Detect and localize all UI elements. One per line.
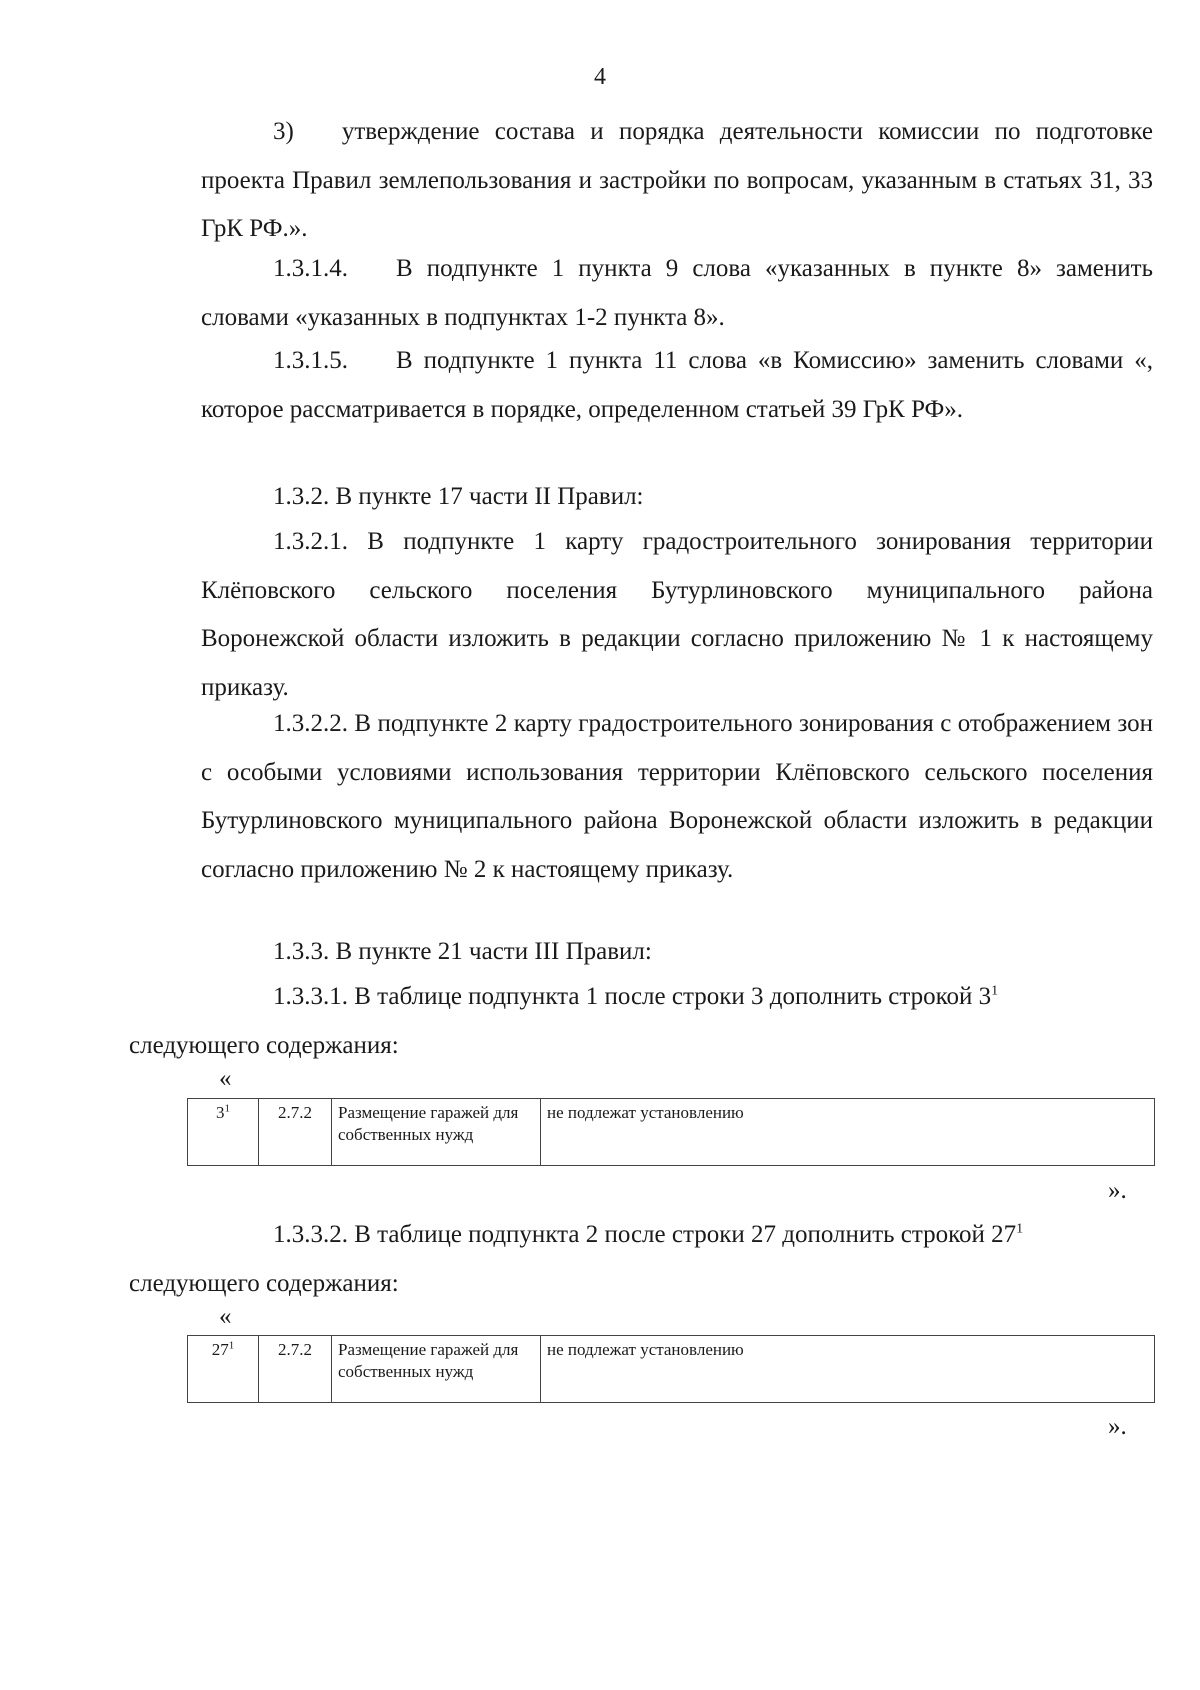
paragraph-1-3-3-1 <box>129 973 1153 1070</box>
code-cell: 2.7.2 <box>259 1099 332 1166</box>
item-text: В подпункте 1 пункта 11 слова «в Комиссию» заменить словами «, которое рассматривается в порядке, определенном статьей 39 ГрК РФ». <box>201 347 1153 423</box>
insert-table-1 <box>187 1098 1155 1166</box>
open-quote: « <box>219 1303 232 1330</box>
value-cell: не подлежат установлению <box>541 1336 1155 1403</box>
row-number-cell: $27^1$ <box>188 1336 259 1403</box>
item-text: 1.3.3.2. В таблице подпункта 2 после строки 27 дополнить строкой 27 <box>273 1221 1017 1248</box>
item-text: 1.3.3.1. В таблице подпункта 1 после строки 3 дополнить строкой 3 <box>273 983 992 1010</box>
code-cell: 2.7.2 <box>259 1336 332 1403</box>
table-row <box>188 1099 1155 1166</box>
row-number-cell: $3^1$ <box>188 1099 259 1166</box>
superscript: 1 <box>991 983 999 999</box>
page-number: 4 <box>594 64 606 90</box>
item-text: утверждение состава и порядка деятельности комиссии по подготовке проекта Правил землепользования и застройки по вопросам, указанным в статьях 31, 33 ГрК РФ.». <box>201 118 1153 242</box>
paragraph-1-3-2: 1.3.2. В пункте 17 части II Правил: <box>273 483 644 510</box>
item-number: 1.3.1.5. <box>273 347 348 374</box>
open-quote: « <box>219 1065 232 1092</box>
insert-table-2 <box>187 1335 1155 1403</box>
table-row <box>188 1336 1155 1403</box>
superscript: 1 <box>1016 1221 1024 1237</box>
item-number: 1.3.1.4. <box>273 255 348 282</box>
name-cell: Размещение гаражей для собственных нужд <box>332 1336 541 1403</box>
item-number: 3) <box>273 118 294 145</box>
item-tail: следующего содержания: <box>129 1269 399 1297</box>
close-quote: ». <box>1108 1177 1127 1204</box>
close-quote: ». <box>1108 1413 1127 1440</box>
paragraph-1-3-1-5 <box>201 337 1153 434</box>
name-cell: Размещение гаражей для собственных нужд <box>332 1099 541 1166</box>
paragraph-1-3-1-4 <box>201 245 1153 342</box>
item-text: В подпункте 1 пункта 9 слова «указанных в пункте 8» заменить словами «указанных в подпунктах 1-2 пункта 8». <box>201 255 1153 331</box>
paragraph-1-3-2-2: 1.3.2.2. В подпункте 2 карту градостроительного зонирования с отображением зон с особыми условиями использования территории Клёповского сельского поселения Бутурлиновского муниципального района Воронежской области изложить в редакции согласно приложению № 2 к настоящему приказу. <box>201 710 1153 883</box>
paragraph-1-3-3-2 <box>129 1211 1153 1308</box>
paragraph-1-3-3: 1.3.3. В пункте 21 части III Правил: <box>273 938 652 965</box>
item-tail: следующего содержания: <box>129 1031 399 1059</box>
paragraph-3 <box>201 108 1153 254</box>
paragraph-1-3-2-1: 1.3.2.1. В подпункте 1 карту градостроительного зонирования территории Клёповского сельского поселения Бутурлиновского муниципального района Воронежской области изложить в редакции согласно приложению № 1 к настоящему приказу. <box>201 528 1153 701</box>
value-cell: не подлежат установлению <box>541 1099 1155 1166</box>
